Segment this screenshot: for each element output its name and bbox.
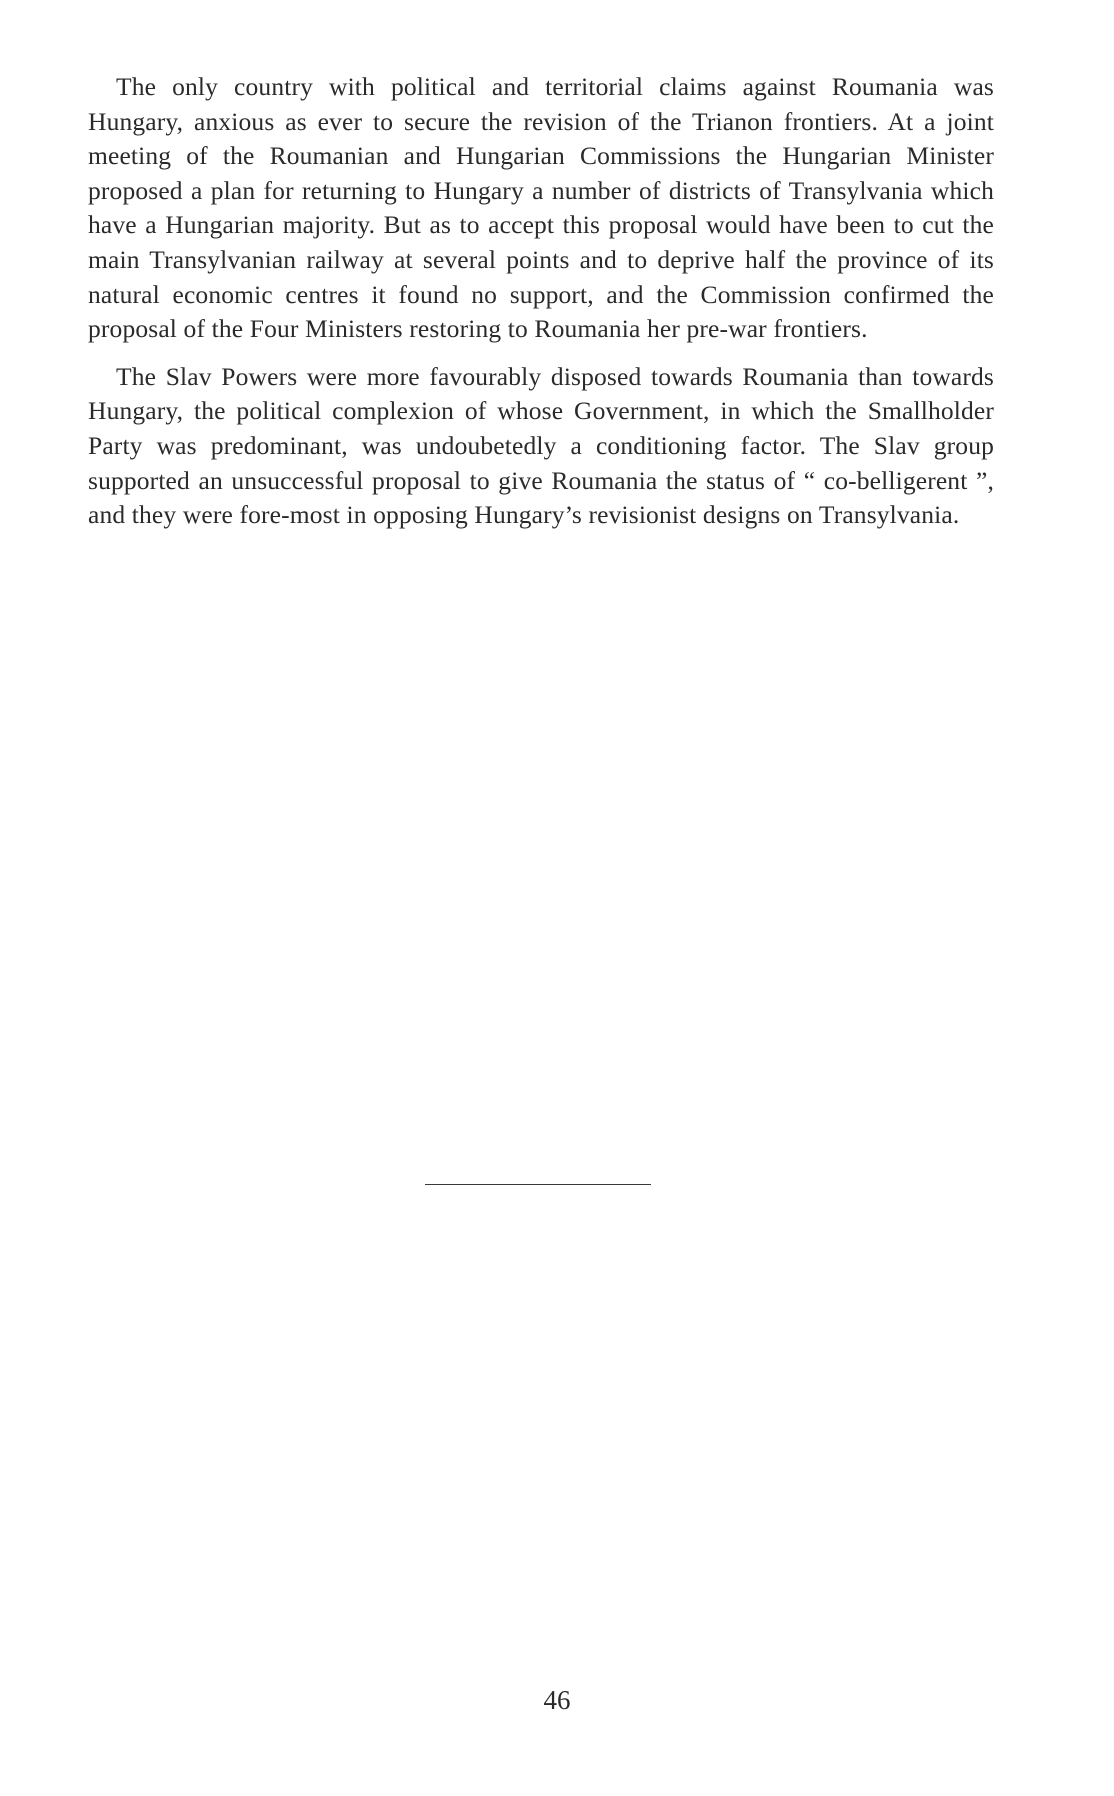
paragraph-1: The only country with political and territorial claims against Roumania was Hungary, anxious as ever to secure the revision of the Trianon frontiers. At a joint meeting of the Roumanian and Hungarian Commissions the Hungarian Minister proposed a plan for returning to Hungary a number of districts of Transylvania which have a Hungarian majority. But as to accept this proposal would have been to cut the main Transylvanian railway at several points and to deprive half the province of its natural economic centres it found no support, and the Commission confirmed the proposal of the Four Ministers restoring to Roumania her pre-war frontiers.	[88, 72, 994, 344]
paragraph-2: The Slav Powers were more favourably disposed towards Roumania than towards Hungary, the political complexion of whose Government, in which the Smallholder Party was predominant, was undoubetedly a conditioning factor. The Slav group supported an unsuccessful proposal to give Roumania the status of “ co-belligerent ”, and they were fore-most in opposing Hungary’s revisionist designs on Transylvania.	[88, 361, 994, 530]
body-text	[88, 70, 994, 533]
section-divider	[425, 1184, 651, 1185]
page-number: 46	[543, 1685, 571, 1715]
